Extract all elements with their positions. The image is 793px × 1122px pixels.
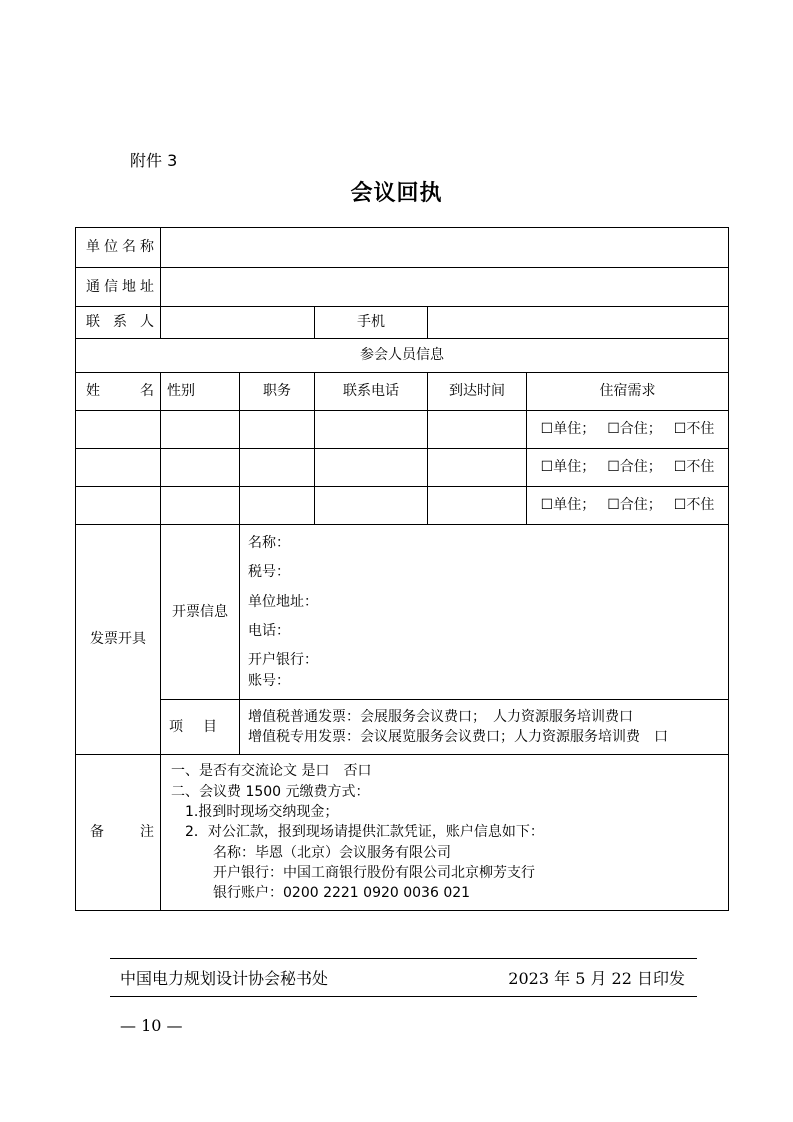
attendee-row <box>76 449 729 487</box>
lodging-none-checkbox[interactable]: ☐不住 <box>673 497 715 514</box>
invoice-item-label: 项 目 <box>161 700 240 755</box>
attendee-position-field[interactable] <box>240 449 315 487</box>
contact-field[interactable] <box>161 307 315 339</box>
invoice-item-options <box>240 700 729 755</box>
attendee-section-label: 参会人员信息 <box>76 339 729 373</box>
notes-line: 开户银行：中国工商银行股份有限公司北京柳芳支行 <box>171 864 535 881</box>
invoice-info-label: 开票信息 <box>161 525 240 700</box>
attendee-section-row <box>76 339 729 373</box>
page-number: — 10 — <box>120 1016 183 1035</box>
lodging-single-checkbox[interactable]: ☐单住； <box>540 421 596 438</box>
invoice-name-field[interactable]: 名称： <box>248 535 290 552</box>
attendee-row <box>76 411 729 449</box>
attendee-arrival-field[interactable] <box>428 411 527 449</box>
column-gender: 性别 <box>161 373 240 411</box>
attendee-phone-field[interactable] <box>315 411 428 449</box>
column-phone: 联系电话 <box>315 373 428 411</box>
invoice-item-row <box>76 700 729 755</box>
lodging-options <box>527 411 729 449</box>
invoice-phone-field[interactable]: 电话： <box>248 623 290 639</box>
column-position: 职务 <box>240 373 315 411</box>
address-field[interactable] <box>161 268 729 307</box>
lodging-shared-checkbox[interactable]: ☐合住； <box>607 497 662 514</box>
notes-content <box>161 755 729 911</box>
lodging-shared-checkbox[interactable]: ☐合住； <box>607 459 662 476</box>
footer-rule-bottom <box>110 996 697 997</box>
attendee-row <box>76 487 729 525</box>
lodging-shared-checkbox[interactable]: ☐合住； <box>607 421 662 438</box>
attendee-name-field[interactable] <box>76 411 161 449</box>
attendee-phone-field[interactable] <box>315 449 428 487</box>
lodging-single-checkbox[interactable]: ☐单住； <box>540 459 596 476</box>
document-title: 会议回执 <box>350 181 443 206</box>
lodging-none-checkbox[interactable]: ☐不住 <box>673 459 715 476</box>
invoice-bank-field[interactable]: 开户银行： <box>248 652 318 669</box>
invoice-section-label: 发票开具 <box>76 525 161 755</box>
notes-label: 备 注 <box>76 755 161 911</box>
attendee-header-row <box>76 373 729 411</box>
attendee-gender-field[interactable] <box>161 411 240 449</box>
invoice-address-field[interactable]: 单位地址： <box>248 593 318 610</box>
notes-line: 二、会议费 1500 元缴费方式： <box>171 783 370 800</box>
attendee-phone-field[interactable] <box>315 487 428 525</box>
org-name-field[interactable] <box>161 228 729 268</box>
org-name-row <box>76 228 729 268</box>
lodging-options <box>527 449 729 487</box>
column-name: 姓 名 <box>76 373 161 411</box>
column-arrival-time: 到达时间 <box>428 373 527 411</box>
phone-label: 手机 <box>315 307 428 339</box>
lodging-single-checkbox[interactable]: ☐单住； <box>540 497 596 514</box>
notes-line: 1.报到时现场交纳现金； <box>171 804 339 821</box>
receipt-form-table <box>75 227 729 911</box>
notes-line: 一、是否有交流论文 是口 否口 <box>171 763 372 780</box>
attendee-gender-field[interactable] <box>161 487 240 525</box>
notes-line: 2．对公汇款，报到现场请提供汇款凭证，账户信息如下： <box>171 824 544 841</box>
attendee-arrival-field[interactable] <box>428 449 527 487</box>
invoice-account-field[interactable]: 账号： <box>248 672 290 689</box>
address-row <box>76 268 729 307</box>
invoice-info-row <box>76 525 729 700</box>
invoice-special-option[interactable]: 增值税专用发票：会议展览服务会议费口；人力资源服务培训费 口 <box>248 729 668 745</box>
column-lodging: 住宿需求 <box>527 373 729 411</box>
invoice-general-option[interactable]: 增值税普通发票：会展服务会议费口； 人力资源服务培训费口 <box>248 708 633 725</box>
notes-row <box>76 755 729 911</box>
notes-line: 名称：毕恩（北京）会议服务有限公司 <box>171 844 451 861</box>
attachment-label: 附件 3 <box>130 151 178 170</box>
attendee-name-field[interactable] <box>76 449 161 487</box>
contact-label: 联 系 人 <box>76 307 161 339</box>
invoice-tax-id-field[interactable]: 税号： <box>248 564 290 581</box>
footer-issue-date: 2023 年 5 月 22 日印发 <box>508 969 685 988</box>
contact-row <box>76 307 729 339</box>
footer-organization: 中国电力规划设计协会秘书处 <box>120 969 329 988</box>
invoice-fields <box>240 525 729 700</box>
address-label: 通信地址 <box>76 268 161 307</box>
footer-rule-top <box>110 958 697 959</box>
attendee-gender-field[interactable] <box>161 449 240 487</box>
org-name-label: 单位名称 <box>76 228 161 268</box>
attendee-arrival-field[interactable] <box>428 487 527 525</box>
phone-field[interactable] <box>428 307 729 339</box>
notes-line: 银行账户：0200 2221 0920 0036 021 <box>171 885 471 902</box>
attendee-position-field[interactable] <box>240 487 315 525</box>
attendee-name-field[interactable] <box>76 487 161 525</box>
lodging-options <box>527 487 729 525</box>
lodging-none-checkbox[interactable]: ☐不住 <box>673 421 715 438</box>
attendee-position-field[interactable] <box>240 411 315 449</box>
